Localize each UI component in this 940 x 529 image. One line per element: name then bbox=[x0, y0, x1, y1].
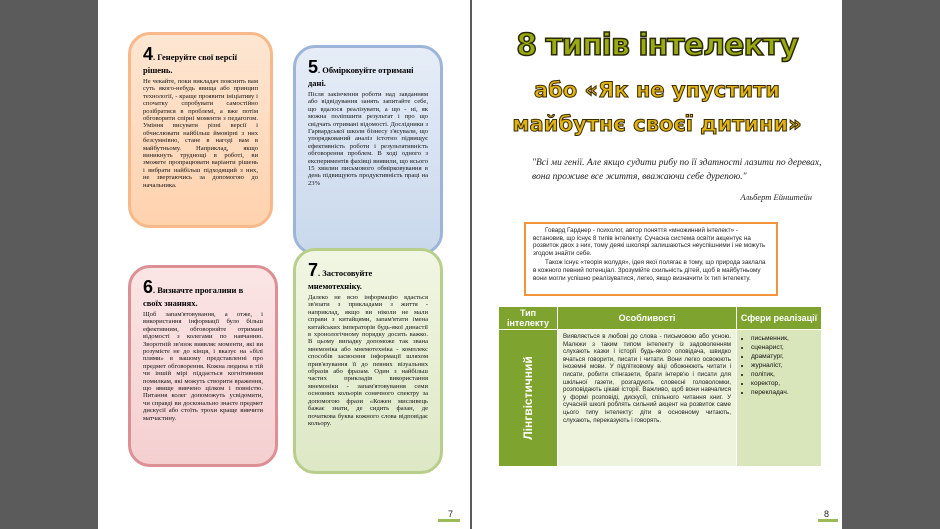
table-header-row bbox=[499, 307, 822, 330]
left-page bbox=[98, 0, 470, 529]
intelligence-table bbox=[498, 306, 822, 467]
epigraph-quote: "Всі ми генії. Але якщо судити рибу по її здатності лазити по деревах, вона проживе все життя, вважаючи себе дурепою." bbox=[532, 158, 822, 182]
spheres-cell bbox=[737, 330, 822, 467]
page-number: 7 bbox=[448, 509, 454, 519]
column-header-type: Тип інтелекту bbox=[499, 307, 558, 330]
tip-card-6 bbox=[128, 265, 278, 467]
card-title: . Обмірковуйте отримані дані. bbox=[308, 65, 414, 88]
list-item: • сценарист, bbox=[751, 343, 819, 352]
intro-paragraph-1: Говард Гарднер - психолог, автор поняття «множинний інтелект» - встановив, що існує 8 типів інтелекту. Сучасна система освіти акцентує на розвиток двох з них, тому деякі школярі залишаються неуспішними і не можуть згодом знайти себе. bbox=[533, 227, 766, 257]
card-number: 5 bbox=[308, 57, 319, 77]
card-body: Не чекайте, поки викладач пояснить вам суть якого-небудь явища або принцип технології, - краще проявити ініціативу і спочатку спробувати самостійно розібратися в проблемі, а вже потім обговорити спірні моменти з педагогом. Уміння висувати різні версії і обчислювати найбільш ймовірні з них безсумнівно, стане в нагоді вам в майбутньому. Наприклад, якщо виникнуть труднощі в роботі, ви зможете пропрацювати варіанти рішень і вибрати найбільш підходящий з них, не звертаючись за допомогою до начальника. bbox=[143, 78, 258, 189]
page-number-underline bbox=[818, 519, 838, 522]
intelligence-type-label: Лінгвістичний bbox=[521, 356, 535, 440]
card-body: Після закінчення роботи над завданням або відвідування занять запитайте себе, що вдалося реалізувати, а що - ні, як можна поліпшити результат і про що свідчать отримані відомості. Дослідники з Гарвардської школи бізнесу з'ясували, що упорядкований аналіз істотно підвищує ефективність роботи і результативність обговорення проблем. В ході одного з експериментів фахівці виявили, що всього 15 хвилин письмового обмірковування в день підвищують продуктивність праці на 23% bbox=[308, 91, 428, 187]
page-subtitle-line-1: або «Як не упустити bbox=[533, 78, 781, 102]
card-heading bbox=[308, 261, 428, 292]
card-title: . Визначте прогалини в своїх знаннях. bbox=[143, 285, 244, 308]
card-heading bbox=[308, 58, 428, 89]
page-subtitle-line-2: майбутнє своєї дитини» bbox=[512, 112, 802, 136]
list-item: • коректор, bbox=[751, 379, 819, 388]
page-number: 8 bbox=[824, 509, 830, 519]
list-item: • журналіст, bbox=[751, 361, 819, 370]
list-item: • драматург, bbox=[751, 352, 819, 361]
tip-card-7 bbox=[293, 248, 443, 474]
card-number: 7 bbox=[308, 260, 319, 280]
tip-card-4 bbox=[128, 32, 273, 228]
right-page bbox=[472, 0, 842, 529]
card-heading bbox=[143, 278, 263, 309]
card-number: 6 bbox=[143, 277, 154, 297]
column-header-features: Особливості bbox=[558, 307, 737, 330]
table-row bbox=[499, 330, 822, 467]
column-header-spheres: Сфери реалізації bbox=[737, 307, 822, 330]
card-title: . Генеруйте свої версії рішень. bbox=[143, 52, 237, 75]
card-body: Далеко не всю інформацію вдається зв'язати з прикладами з життя - наприклад, якщо ви ніколи не мали справи з китайцями, запам'ятати імена китайських імператорів будь-якої династії в хронологічному порядку досить важко. В цьому випадку допоможе так звана мнемоніка або мнемотехніка - комплекс способів засвоєння інформації шляхом прив'язування її до певних візуальних образів або фразам. Один з найбільш частих прикладів використання мнемоніки - запам'ятовування семи основних кольорів сонячного спектру за допомогою фрази «Кожен мисливець бажає знати, де сидить фазан, де початкова буква кожного слова відповідає кольору. bbox=[308, 294, 428, 427]
epigraph-author: Альберт Ейнштейн bbox=[740, 192, 812, 202]
intro-box bbox=[524, 222, 778, 296]
list-item: • письменник, bbox=[751, 334, 819, 343]
list-item: • перекладач. bbox=[751, 388, 819, 397]
card-heading bbox=[143, 45, 258, 76]
card-title: . Застосовуйте мнемотехніку. bbox=[308, 268, 373, 291]
intro-paragraph-2: Також існує «теорія жолудя», ідея якої полягає в тому, що природа заклала в кожного певний потенціал. Зрозумійте схильність дітей, щоб в майбутньому вони могли успішно реалізуватися, легко, якщо визначити їх тип інтелекту. bbox=[533, 259, 766, 282]
features-cell: Виявляється в любові до слова - письмовою або усною. Малюки з таким типом інтелекту із задоволенням слухають казки і історії будь-якого оповідача, швидко вчаться говорити, писати і читати. Вони легко освоюють іноземні мови. У підлітковому віці обожнюють читати і писати, робити стінгазети, брати інтерв'ю і писати для шкільної газети, розгадують словесні головоломки, розповідають цікаві історії. Важливо, щоб вони навчалися у формі розповіді, дискусії, спільного читання книг. У сучасній школі роблять сильний акцент на розвиток саме цього типу інтелекту: діти в основному читають, слухають, переказують і говорять. bbox=[558, 330, 737, 467]
page-number-underline bbox=[438, 519, 460, 522]
page-title: 8 типів інтелекту bbox=[516, 28, 798, 63]
list-item: • політик, bbox=[751, 370, 819, 379]
spheres-list bbox=[739, 334, 819, 397]
card-body: Щоб запам'ятовування, а отже, і використання інформації було більш ефективним, обговорюйте отримані відомості з колегами по навчанню. Зворотній зв'язок виявляє моменти, які ви розумієте не до кінця, і вказує на «білі плями» в вашому представленні про предмет обговорення. Кожна людина в тій чи іншій мірі піддається когнітивним помилкам, які можуть створити враження, що явище вивчено цілком і повністю. Питання колег допоможуть усвідомити, чи справді ви досконально знаєте предмет дискусії або стоїть трохи краще вивчити матчастину. bbox=[143, 311, 263, 422]
tip-card-5 bbox=[293, 45, 443, 255]
card-number: 4 bbox=[143, 44, 154, 64]
intelligence-type-cell bbox=[499, 330, 558, 467]
